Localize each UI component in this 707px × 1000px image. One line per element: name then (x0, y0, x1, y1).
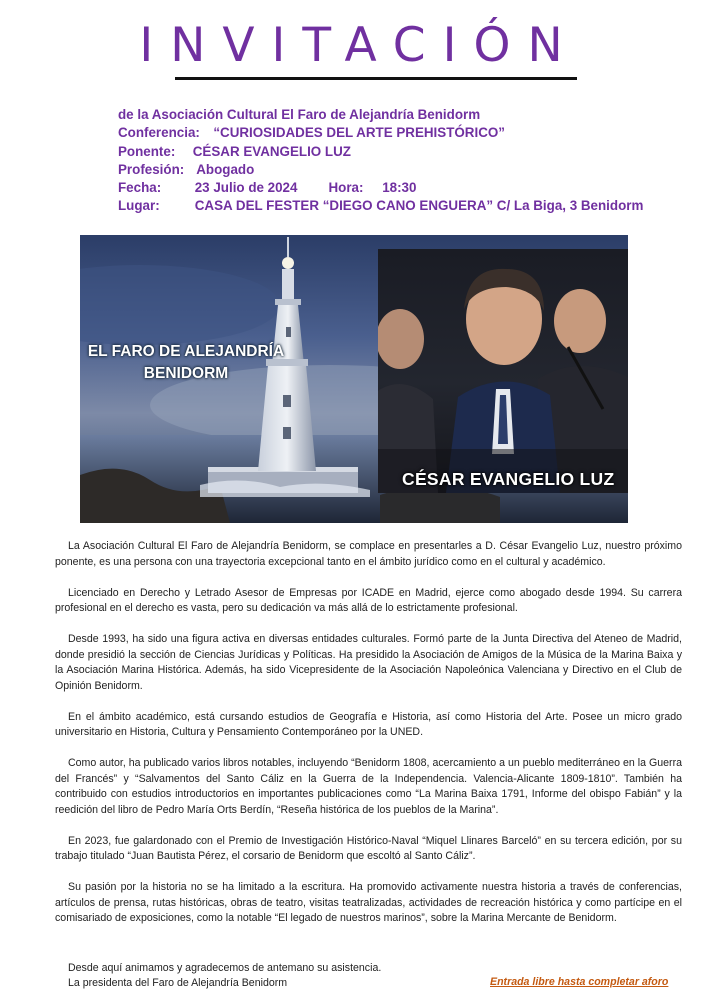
paragraph-author: Como autor, ha publicado varios libros notables, incluyendo “Benidorm 1808, acercamiento a un pueblo mediterráneo en la Guerra del Francés” y “Salvamentos del Santo Cáliz en la Guerra de la Independencia. Valencia-Alicante 1809-1810”. También ha contribuido con estudios introductorios en importantes publicaciones como “La Marina Baixa 1791, Informe del obispo Fabián” y la reedición del libro de Pedro María Orts Berdín, “Reseña histórica de los pueblos de la Marina”. (55, 757, 682, 816)
time-label: Hora: (328, 180, 364, 196)
banner-caption-line1: EL FARO DE ALEJANDRÍA (87, 343, 285, 360)
closing-block (68, 961, 381, 991)
banner-speaker-name: CÉSAR EVANGELIO LUZ (402, 469, 615, 489)
paragraph-cultural: Desde 1993, ha sido una figura activa en diversas entidades culturales. Formó parte de la Junta Directiva del Ateneo de Madrid, donde presidió la sección de Ciencias Jurídicas y Políticas. Ha presidido la Asociación de Amigos de la Música de la Marina Baixa y la Asociación Marina Histórica. Además, ha sido Vicepresidente de la Asociación Napoleónica Valenciana y Directivo en el Club de Opinión Benidorm. (55, 633, 682, 692)
paragraph-career: Licenciado en Derecho y Letrado Asesor de Empresas por ICADE en Madrid, ejerce como abogado desde 1994. Su carrera profesional en el derecho es vasta, pero su dedicación va más allá de lo estrictamente profesional. (55, 586, 682, 614)
speaker-portrait (378, 249, 628, 493)
banner-caption (86, 341, 286, 385)
invitation-body (55, 539, 682, 942)
place-value: CASA DEL FESTER “DIEGO CANO ENGUERA” C/ La Biga, 3 Benidorm (194, 198, 644, 214)
profession-label: Profesión: (118, 161, 185, 177)
speaker-line (118, 143, 643, 161)
free-entry-note: Entrada libre hasta completar aforo (490, 976, 669, 988)
paragraph-passion: Su pasión por la historia no se ha limitado a la escritura. Ha promovido activamente nuestra historia a través de conferencias, artículos de prensa, rutas históricas, obras de teatro, visitas teatralizadas, actividades de recreación histórica y como partícipe en el comisariado de exposiciones, como la notable “El legado de nuestros marinos”, sobre la Marina Mercante de Benidorm. (55, 881, 682, 924)
date-line (118, 179, 643, 197)
event-details (118, 106, 643, 216)
banner-caption-line2: BENIDORM (143, 365, 229, 382)
date-label: Fecha: (118, 180, 162, 196)
paragraph-award: En 2023, fue galardonado con el Premio de Investigación Histórico-Naval “Miquel Llinares Barceló” en su tercera edición, por su trabajo titulado “Juan Bautista Pérez, el corsario de Benidorm que escoltó al Santo Cáliz”. (55, 834, 682, 862)
closing-line1: Desde aquí animamos y agradecemos de antemano su asistencia. (68, 962, 382, 974)
association-line: de la Asociación Cultural El Faro de Alejandría Benidorm (118, 107, 481, 122)
place-label: Lugar: (118, 198, 160, 214)
closing-signature: La presidenta del Faro de Alejandría Benidorm (68, 977, 288, 989)
speaker-value: CÉSAR EVANGELIO LUZ (192, 143, 351, 159)
date-value: 23 Julio de 2024 (194, 180, 298, 196)
speaker-label: Ponente: (118, 143, 176, 159)
conference-value: “CURIOSIDADES DEL ARTE PREHISTÓRICO” (213, 125, 505, 141)
profession-value: Abogado (196, 161, 255, 177)
title-underline (175, 77, 577, 80)
conference-line (118, 124, 643, 142)
paragraph-intro: La Asociación Cultural El Faro de Alejandría Benidorm, se complace en presentarles a D. César Evangelio Luz, nuestro próximo ponente, es una persona con una trayectoria excepcional tanto en el ámbito jurídico como en el cultural y académico. (55, 540, 682, 568)
time-value: 18:30 (382, 180, 417, 196)
speaker-photo (378, 249, 628, 493)
event-banner-image (80, 235, 628, 523)
conference-label: Conferencia: (118, 125, 200, 141)
place-line (118, 197, 643, 215)
profession-line (118, 161, 643, 179)
paragraph-academic: En el ámbito académico, está cursando estudios de Geografía e Historia, así como Historia del Arte. Posee un micro grado universitario en Historia, Cultura y Pensamiento Contemporáneo por la UNED. (55, 710, 682, 738)
invitation-title: INVITACIÓN (139, 18, 580, 73)
